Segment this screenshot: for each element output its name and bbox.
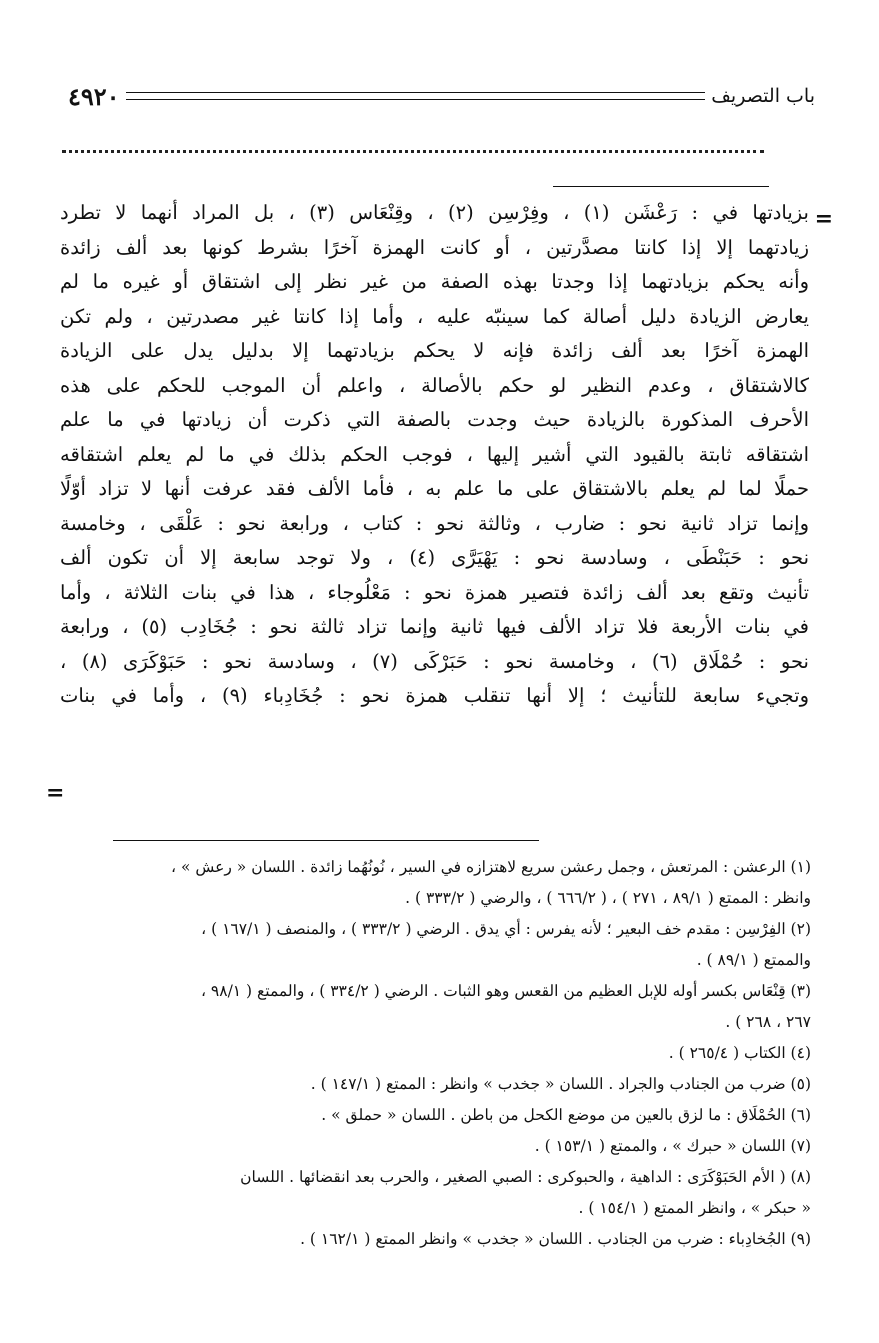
body-line: الأحرف المذكورة بالزيادة حيث وجدت بالصفة التي ذكرت أن زيادتها في ما علم <box>60 408 809 431</box>
page-header <box>60 78 819 114</box>
body-line: نحو : حُمْلَاق (٦) ، وخامسة نحو : حَبَرْكَى (٧) ، وسادسة نحو : حَبَوْكَرَى (٨) ، <box>60 649 809 673</box>
body-line: كالاشتقاق ، وعدم النظير لو حكم بالأصالة ، واعلم أن الموجب للحكم على هذه <box>60 373 809 397</box>
footnote <box>56 1224 811 1255</box>
footnote <box>56 1100 811 1131</box>
body-line: وأنه يحكم بزيادتهما إذا وجدتا بهذه الصفة من غير نظر إلى اشتقاق أو غيره ما لم <box>60 270 809 293</box>
body-line: وإنما تزاد ثانية نحو : ضارب ، وثالثة نحو : كتاب ، ورابعة نحو : عَلْقَى ، وخامسة <box>60 511 809 535</box>
body-line: اشتقاقه ثابتة بالقيود التي أشير إليها ، فوجب الحكم بذلك في ما لم يعلم اشتقاقه <box>60 442 809 466</box>
body-line: نحو : حَبَنْطَى ، وسادسة نحو : يَهْيَرَّى (٤) ، ولا توجد سابعة إلا أن تكون ألف <box>60 546 809 569</box>
body-line: وتجيء سابعة للتأنيث ؛ إلا أنها تنقلب همزة نحو : جُخَادِباء (٩) ، وأما في بنات <box>60 684 809 707</box>
body-line: زيادتهما إلا إذا كانتا مصدَّرتين ، أو كانت الهمزة آخرًا بشرط كونها بعد ألف زائدة <box>60 235 809 259</box>
footnote-line: (١) الرعشن : المرتعش ، وجمل رعشن سريع لاهتزازه في السير ، نُونُهُما زائدة . اللسان « رعش » ، <box>171 858 811 876</box>
body-line: الهمزة آخرًا بعد ألف زائدة فإنه لا يحكم بزيادتهما إلا بدليل يدل على الزيادة <box>60 339 809 362</box>
footnote <box>56 914 811 976</box>
footnote-line: (٩) الجُخادِباء : ضرب من الجنادب . اللسان « جخدب » وانظر الممتع ( ١٦٢/١ ) . <box>300 1230 811 1248</box>
footnote-line: (٨) ( الأم الحَبَوْكَرَى : الداهية ، والحبوكرى : الصبي الصغير ، والحرب بعد انقضائها . اللسان <box>240 1168 811 1186</box>
footnote-line: (٦) الحُمْلَاق : ما لزق بالعين من موضع الكحل من باطن . اللسان « حملق » . <box>321 1106 811 1124</box>
footnote <box>56 1069 811 1100</box>
body-text <box>60 196 809 818</box>
footnotes <box>56 852 811 1255</box>
footnote <box>56 1131 811 1162</box>
footnote-line: والممتع ( ٨٩/١ ) . <box>696 951 811 969</box>
body-line: حملًا لما لم يعلم بالاشتقاق على ما علم به ، فأما الألف فقد عرفت أنها لا تزاد أوّلًا <box>60 477 809 500</box>
continuation-mark-start: = <box>814 206 833 232</box>
header-double-rule <box>126 92 706 100</box>
continuation-mark-end: = <box>46 780 65 806</box>
footnote <box>56 976 811 1038</box>
footnote-line: « حبكر » ، وانظر الممتع ( ١٥٤/١ ) . <box>578 1199 811 1217</box>
footnote-line: (٤) الكتاب ( ٢٦٥/٤ ) . <box>668 1044 811 1062</box>
page-number: ٤٩٢٠ <box>68 81 120 111</box>
footnote <box>56 852 811 914</box>
body-line: تأنيث وتقع بعد ألف زائدة فتصير همزة نحو : مَعْلُوجاء ، هذا في بنات الثلاثة ، وأما <box>60 580 809 604</box>
footnote-line: وانظر : الممتع ( ٨٩/١ ، ٢٧١ ) ، ( ٦٦٦/٢ ) ، والرضي ( ٣٣٣/٢ ) . <box>405 889 811 907</box>
footnote-line: (٣) قِنْعَاس بكسر أوله للإبل العظيم من القعس وهو الثبات . الرضي ( ٣٣٤/٢ ) ، والممتع ( ٩٨/١ ، <box>200 982 811 1000</box>
dotted-separator <box>62 150 764 153</box>
footnote-line: (٧) اللسان « حبرك » ، والممتع ( ١٥٣/١ ) . <box>534 1137 811 1155</box>
footnote <box>56 1162 811 1224</box>
footnote <box>56 1038 811 1069</box>
body-line: بزيادتها في : رَعْشَن (١) ، وفِرْسِن (٢) ، وقِنْعَاس (٣) ، بل المراد أنهما لا تطرد <box>60 201 809 224</box>
footnote-line: (٥) ضرب من الجنادب والجراد . اللسان « جخدب » وانظر : الممتع ( ١٤٧/١ ) . <box>310 1075 811 1093</box>
footnote-separator <box>113 840 539 841</box>
chapter-title: باب التصريف <box>711 85 815 107</box>
body-line: في بنات الأربعة فلا تزاد الألف فيها ثانية وإنما تزاد ثالثة نحو : جُخَادِب (٥) ، ورابعة <box>60 615 809 638</box>
footnote-line: (٢) الفِرْسِن : مقدم خف البعير ؛ لأنه يفرس : أي يدق . الرضي ( ٣٣٣/٢ ) ، والمنصف ( ١٦٧/١ ) ، <box>201 920 811 938</box>
section-separator <box>553 186 769 187</box>
body-line: يعارض الزيادة دليل أصالة كما سينبّه عليه ، وأما إذا كانتا غير مصدرتين ، ولم تكن <box>60 304 809 328</box>
footnote-line: ٢٦٧ ، ٢٦٨ ) . <box>725 1013 811 1031</box>
